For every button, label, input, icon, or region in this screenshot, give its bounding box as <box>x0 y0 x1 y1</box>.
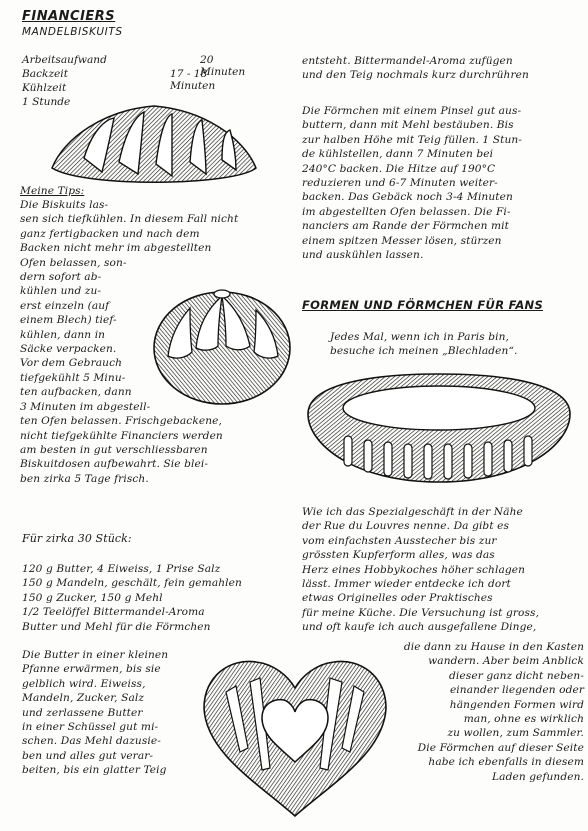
info-label: Arbeitsaufwand <box>22 54 107 66</box>
round-mold-illustration <box>146 280 296 410</box>
method-text-right-2: Die Förmchen mit einem Pinsel gut aus- buttern, dann mit Mehl bestäuben. Bis zur halben Höhe mit Teig füllen. 1 Stun- de kühlstellen, dann 7 Minuten bei 240°C backen. Die Hitze auf 190°C reduzieren und 6-7 Minuten weiter- backen. Das Gebäck noch 3-4 Minuten im abgestellten Ofen belassen. Die Fi- nanciers am Rande der Förmchen mit einem spitzen Messer lösen, stürzen und auskühlen lassen. <box>302 105 522 262</box>
story-text-top: Wie ich das Spezialgeschäft in der Nähe der Rue du Louvres nenne. Da gibt es vom einfachsten Ausstecher bis zur grössten Kupferform alles, was das Herz eines Hobbykoches höher schlagen lässt. Immer wieder entdecke ich dort etwas Originelles oder Praktisches für meine Küche. Die Versuchung ist gross, und oft kaufe ich auch ausgefallene Dinge, <box>302 506 540 634</box>
section-heading: FORMEN UND FÖRMCHEN FÜR FANS <box>302 298 544 312</box>
oval-tart-mold-illustration <box>304 366 574 488</box>
tips-label: Meine Tips: <box>20 185 85 197</box>
recipe-title: FINANCIERS <box>22 9 116 24</box>
servings: Für zirka 30 Stück: <box>22 532 132 545</box>
section-intro: Jedes Mal, wenn ich in Paris bin, besuche ich meinen „Blechladen“. <box>330 331 518 358</box>
ingredient-item: 150 g Mandeln, geschält, fein gemahlen <box>22 577 242 590</box>
ingredient-item: Butter und Mehl für die Förmchen <box>22 620 211 633</box>
ingredient-item: 1/2 Teelöffel Bittermandel-Aroma <box>22 606 205 619</box>
info-row-cooling <box>22 82 66 94</box>
story-text-bottom: die dann zu Hause in den Kasten wandern. Aber beim Anblick dieser ganz dicht neben- einander liegenden oder hängenden Formen wird man, ohne es wirklich zu wollen, zum Sammler. Die Förmchen auf dieser Seite habe ich ebenfalls in diesem Laden gefunden. <box>403 641 584 783</box>
method-text-right: entsteht. Bittermandel-Aroma zufügen und den Teig nochmals kurz durchrühren <box>302 55 529 82</box>
oval-mold-illustration <box>44 98 264 194</box>
ingredient-item: 120 g Butter, 4 Eiweiss, 1 Prise Salz <box>22 563 221 575</box>
ingredient-item: 150 g Zucker, 150 g Mehl <box>22 591 163 604</box>
info-value: 17 - 18 Minuten <box>170 68 216 92</box>
info-label: Backzeit <box>22 68 68 80</box>
method-text-left: Die Butter in einer kleinen Pfanne erwärmen, bis sie gelblich wird. Eiweiss, Mandeln, Zucker, Salz und zerlassene Butter in einer Schüssel gut mi- schen. Das Mehl dazusie- ben und alles gut verar- beiten, bis ein glatter Teig <box>22 649 169 777</box>
ingredient-list <box>22 562 287 634</box>
tips-text: Die Biskuits las- sen sich tiefkühlen. In diesem Fall nicht ganz fertigbacken und nach dem Backen nicht mehr im abgestellten Ofen belassen, son- dern sofort ab- kühlen und zu- erst einzeln (auf einem Blech) tief- kühlen, dann in Säcke verpacken. Vor dem Gebrauch tiefgekühlt 5 Minu- ten aufbacken, dann 3 Minuten im abgestell- ten Ofen belassen. Frischgebackene, nicht tiefgekühlte Financiers werden am besten in gut verschliessbaren Biskuitdosen aufbewahrt. Sie blei- ben zirka 5 Tage frisch. <box>20 199 239 485</box>
info-value: 20 Minuten <box>200 54 246 78</box>
recipe-subtitle: MANDELBISKUITS <box>22 26 123 38</box>
info-label: Kühlzeit <box>22 82 67 94</box>
info-label: 1 Stunde <box>22 96 71 108</box>
